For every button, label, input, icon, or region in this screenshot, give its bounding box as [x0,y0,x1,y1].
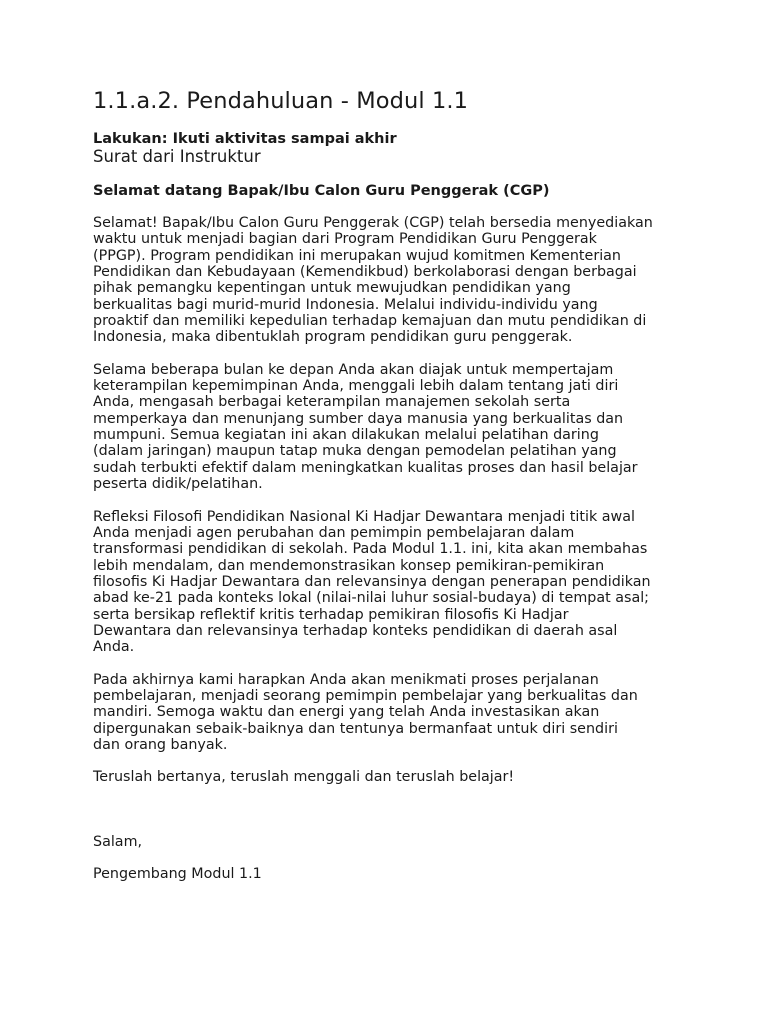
text-line: mumpuni. Semua kegiatan ini akan dilakukan melalui pelatihan daring [93,427,599,444]
text-line: Anda. [93,639,135,656]
text-line: Pendidikan dan Kebudayaan (Kemendikbud) berkolaborasi dengan berbagai [93,264,637,281]
document-page [93,88,693,882]
text-line: dan orang banyak. [93,736,228,753]
text-line: Selamat! Bapak/Ibu Calon Guru Penggerak (CGP) telah bersedia menyediakan [93,215,653,231]
vertical-spacer [93,786,693,834]
paragraph-4 [93,672,693,754]
text-line: Refleksi Filosofi Pendidikan Nasional Ki Hadjar Dewantara menjadi titik awal [93,508,635,525]
text-line: filosofis Ki Hadjar Dewantara dan relevansinya dengan penerapan pendidikan [93,573,651,590]
text-line: abad ke-21 pada konteks lokal (nilai-nilai luhur sosial-budaya) di tempat asal; [93,590,650,607]
text-line: mandiri. Semoga waktu dan energi yang telah Anda investasikan akan [93,704,600,721]
activity-instruction: Lakukan: Ikuti aktivitas sampai akhir [93,131,397,147]
text-line: berkualitas bagi murid-murid Indonesia. Melalui individu-individu yang [93,296,598,313]
text-line: Indonesia, maka dibentuklah program pendidikan guru penggerak. [93,329,573,346]
page-title: 1.1.a.2. Pendahuluan - Modul 1.1 [93,88,469,114]
text-line: Anda, mengasah berbagai keterampilan manajemen sekolah serta [93,394,571,411]
text-line: (PPGP). Program pendidikan ini merupakan wujud komitmen Kementerian [93,247,621,264]
text-line: memperkaya dan menunjang sumber daya manusia yang berkualitas dan [93,410,624,427]
paragraph-5 [93,769,693,785]
text-line: dipergunakan sebaik-baiknya dan tentunya bermanfaat untuk diri sendiri [93,720,618,737]
text-line: Selama beberapa bulan ke depan Anda akan diajak untuk mempertajam [93,361,614,378]
text-line: keterampilan kepemimpinan Anda, menggali lebih dalam tentang jati diri [93,378,619,395]
text-line: Dewantara dan relevansinya terhadap konteks pendidikan di daerah asal [93,622,618,639]
text-line: Anda menjadi agen perubahan dan pemimpin pembelajaran dalam [93,524,575,541]
text-line: transformasi pendidikan di sekolah. Pada Modul 1.1. ini, kita akan membahas [93,541,648,558]
welcome-heading: Selamat datang Bapak/Ibu Calon Guru Penggerak (CGP) [93,183,550,199]
text-line: waktu untuk menjadi bagian dari Program Pendidikan Guru Penggerak [93,231,597,248]
text-line: Teruslah bertanya, teruslah menggali dan teruslah belajar! [93,769,515,786]
text-line: pihak pemangku kepentingan untuk mewujudkan pendidikan yang [93,280,571,297]
text-line: proaktif dan memiliki kepedulian terhadap kemajuan dan mutu pendidikan di [93,313,647,330]
paragraph-1 [93,215,693,346]
text-line: sudah terbukti efektif dalam meningkatkan kualitas proses dan hasil belajar [93,459,638,476]
paragraph-2 [93,362,693,493]
signature-line: Pengembang Modul 1.1 [93,866,262,882]
letter-heading: Surat dari Instruktur [93,147,261,166]
text-line: serta bersikap reflektif kritis terhadap pemikiran filosofis Ki Hadjar [93,606,569,623]
text-line: (dalam jaringan) maupun tatap muka dengan pemodelan pelatihan yang [93,443,617,460]
closing-salutation: Salam, [93,833,143,850]
text-line: peserta didik/pelatihan. [93,476,263,493]
paragraph-3 [93,509,693,656]
text-line: Pada akhirnya kami harapkan Anda akan menikmati proses perjalanan [93,671,599,688]
text-line: lebih mendalam, dan mendemonstrasikan konsep pemikiran-pemikiran [93,557,605,574]
text-line: pembelajaran, menjadi seorang pemimpin pembelajar yang berkualitas dan [93,687,638,704]
